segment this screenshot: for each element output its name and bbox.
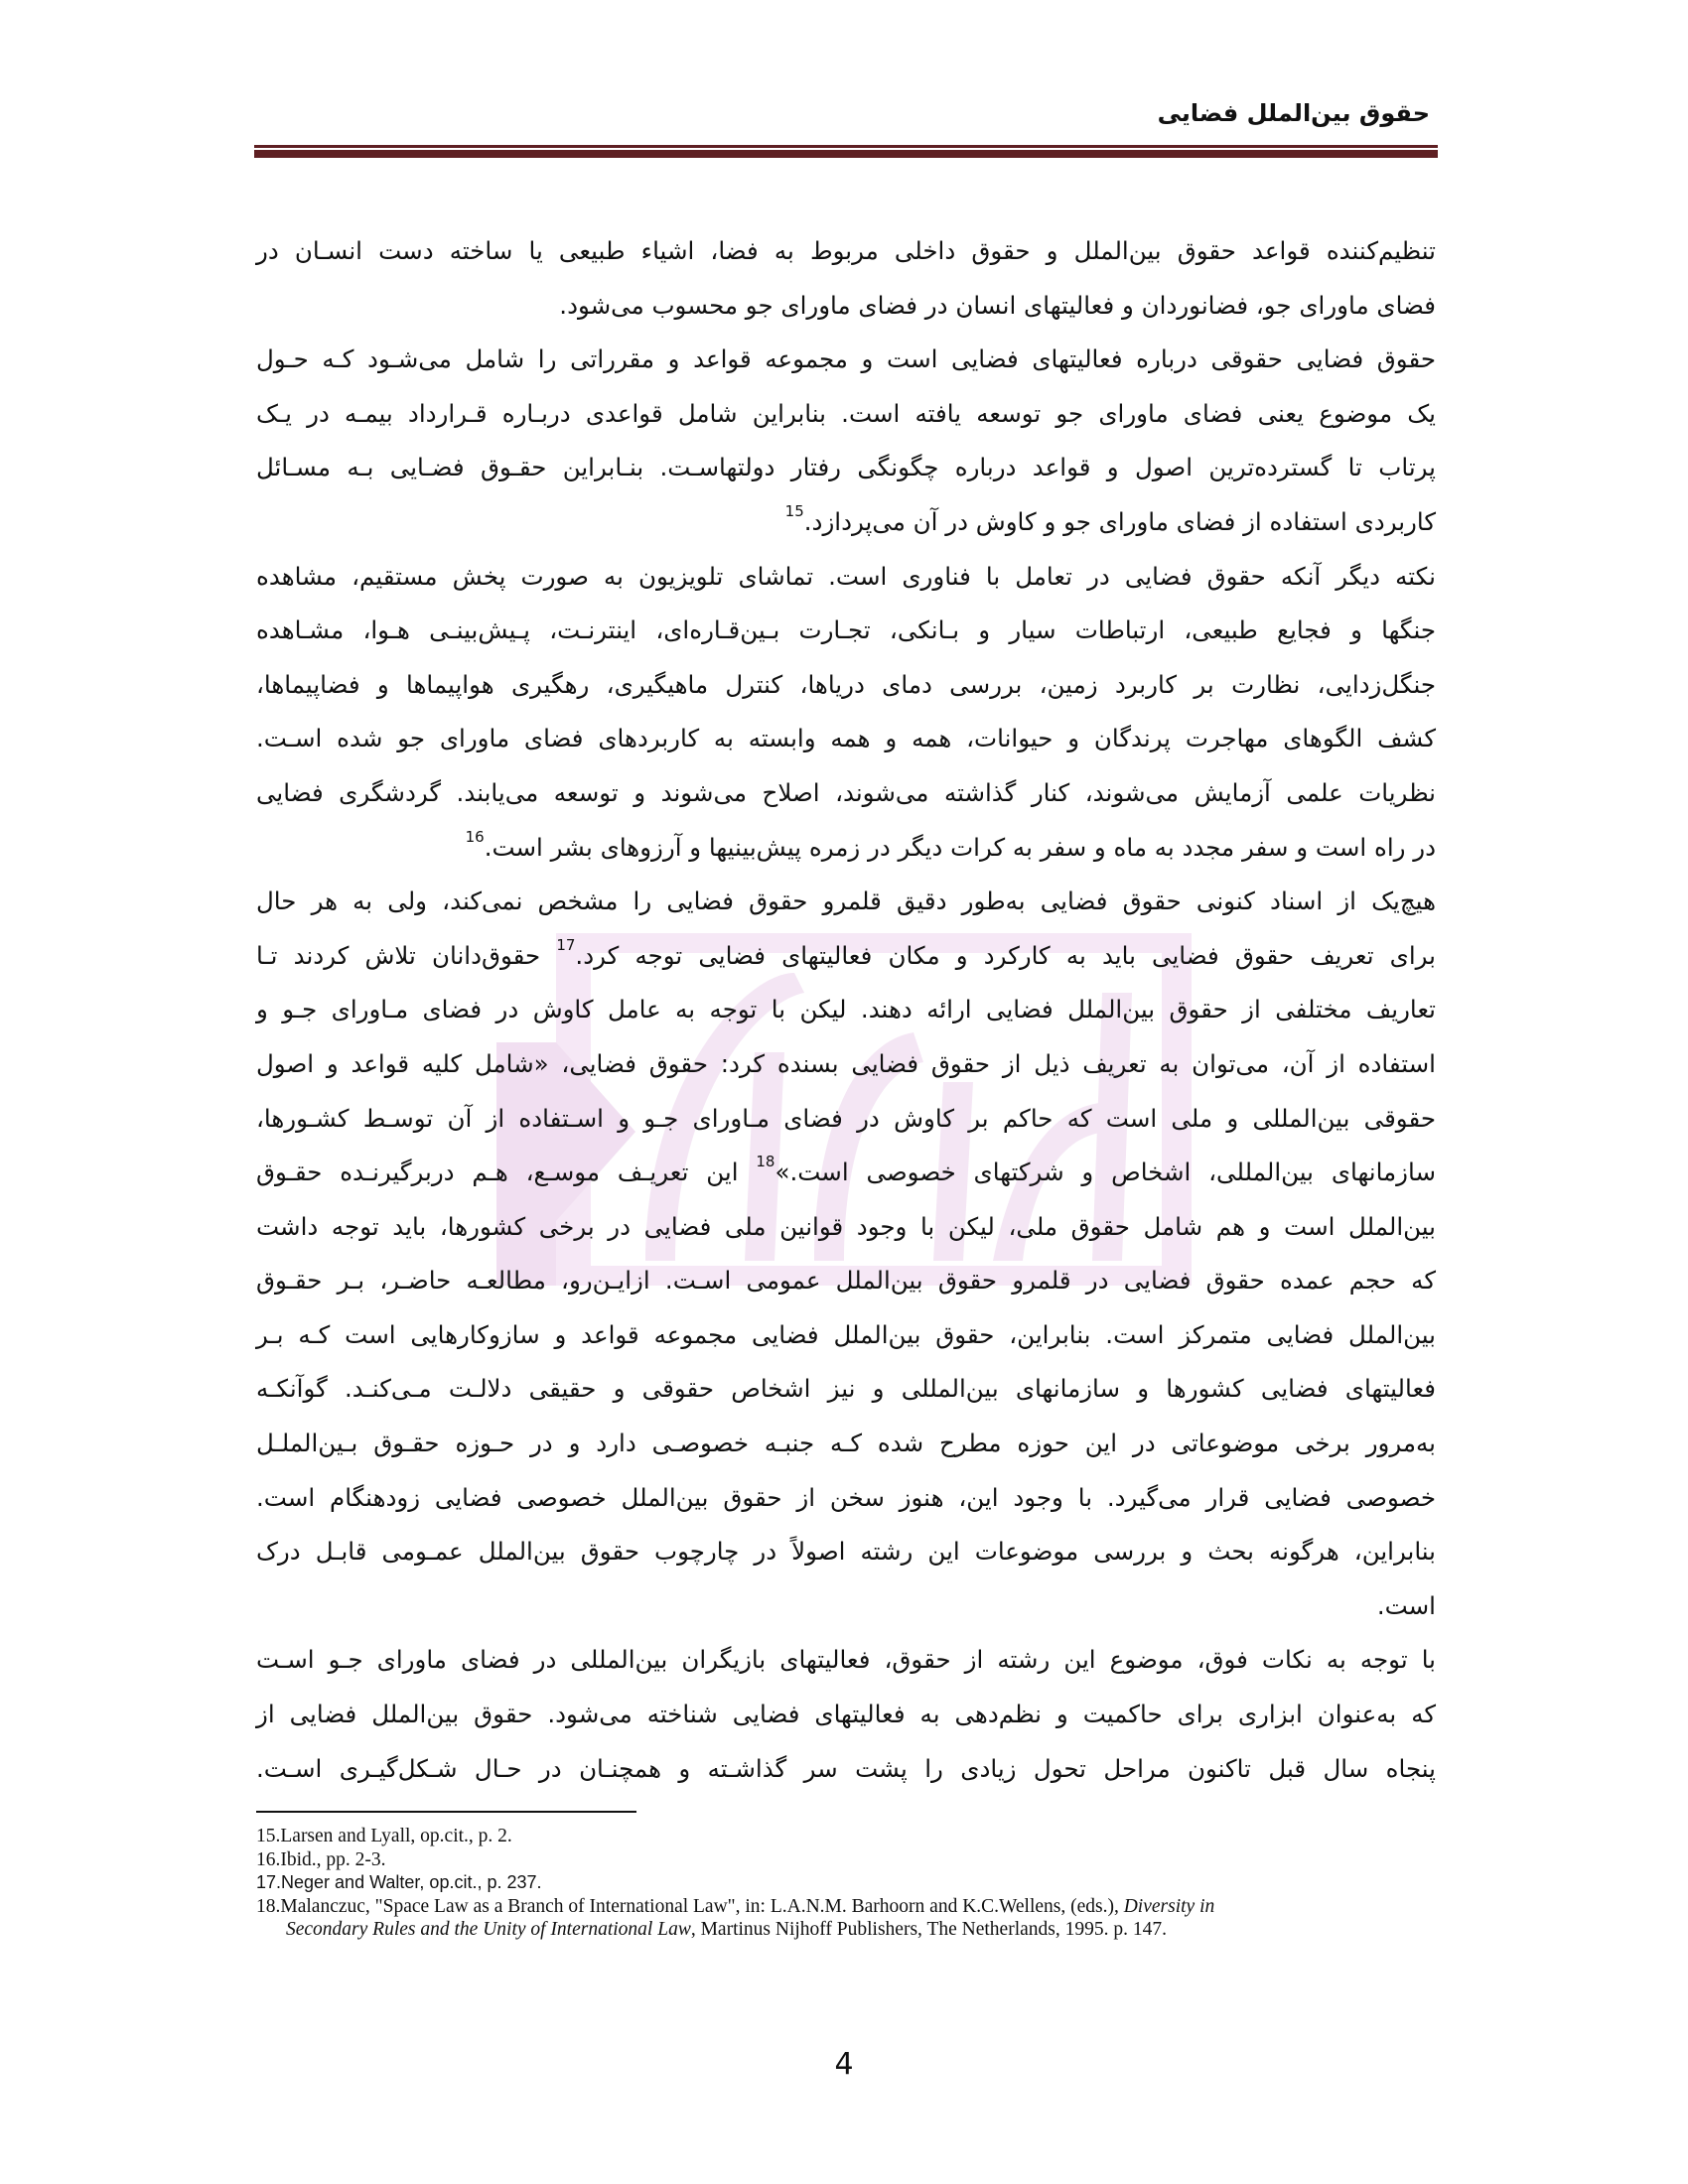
text-line: به‌مرور برخی موضوعاتی در این حوزه مطرح شده کـه جنبـه خصوصـی دارد و در حـوزه حقـوق بـین‌الملـل [256,1429,1436,1458]
text-line [256,495,1436,550]
text-line: جنگها و فجایع طبیعی، ارتباطات سیار و بـانکی، تجـارت بـین‌قـاره‌ای، اینترنـت، پـیش‌بینـی هـوا، مشـاهده [256,615,1436,645]
text-line: نظریات علمی آزمایش می‌شوند، کنار گذاشته می‌شوند، اصلاح می‌شوند و توسعه می‌یابند. گردشگری فضایی [256,777,1436,807]
text-line-tail: حقوق‌دانان تلاش کردند تـا [256,940,541,970]
footnote-ref-17[interactable]: 17 [556,935,576,954]
text-line-tail: این تعریـف موسـع، هـم دربرگیرنـده حقـوق [256,1158,739,1187]
text-line [256,821,1436,876]
text-line: پرتاب تا گسترده‌ترین اصول و قواعد درباره چگونگی رفتار دولتهاسـت. بنـابراین حقـوق فضـایی بـه مسـائل [256,453,1436,482]
footnote-18-prefix: 18.Malanczuc, "Space Law as a Branch of International Law", in: L.A.N.M. Barhoorn and K.C.Wellens, (eds.), [256,1895,1124,1917]
footnote-18-italic-1: Diversity in [1123,1895,1215,1917]
footnote-separator [256,1811,636,1813]
text-line: بنابراین، هرگونه بحث و بررسی موضوعات این رشته اصولاً در چارچوب حقوق بین‌الملل عمـومی قابـل درک [256,1537,1436,1567]
paragraph-1 [256,224,1436,333]
text-line: کشف الگوهای مهاجرت پرندگان و حیوانات، همه و همه وابسته به کاربردهای فضای ماورای جو شده اسـت. [256,724,1436,753]
paragraph-5 [256,1633,1436,1796]
text-line: خصوصی فضایی قرار می‌گیرد. با وجود این، هنوز سخن از حقوق بین‌الملل خصوصی فضایی زودهنگام است. [256,1482,1436,1512]
text-line: فعالیتهای فضایی کشورها و سازمانهای بین‌المللی و نیز اشخاص حقوقی و حقیقی دلالـت مـی‌کنـد. گوآنکـه [256,1374,1436,1404]
text-line: نکته دیگر آنکه حقوق فضایی در تعامل با فناوری است. تماشای تلویزیون به صورت پخش مستقیم، مشاهده [256,561,1436,591]
text-line: هیچ‌یک از اسناد کنونی حقوق فضایی به‌طور دقیق قلمرو حقوق فضایی را مشخص نمی‌کند، ولی به هر حال [256,887,1436,916]
text-line: یک موضوع یعنی فضای ماورای جو توسعه یافته است. بنابراین شامل قواعدی دربـاره قـرارداد بیمـه در یـک [256,398,1436,428]
text-line-content: برای تعریف حقوق فضایی باید به کارکرد و مکان فعالیتهای فضایی توجه کرد. [575,940,1436,970]
footnote-18-continued [256,1918,1438,1942]
footnote-18-italic-2: Secondary Rules and the Unity of International Law [286,1919,691,1940]
footnote-16: 16.Ibid., pp. 2-3. [256,1848,386,1870]
footnote-15: 15.Larsen and Lyall, op.cit., p. 2. [256,1826,512,1846]
text-line: تعاریف مختلفی از حقوق بین‌الملل فضایی ارائه دهند. لیکن با توجه به عامل کاوش در فضای مـاورای جـو و [256,995,1436,1024]
text-line: بین‌الملل فضایی متمرکز است. بنابراین، حقوق بین‌الملل فضایی مجموعه قواعد و سازوکارهایی است کـه بـر [256,1319,1436,1349]
paragraph-3 [256,550,1436,876]
text-line-content: سازمانهای بین‌المللی، اشخاص و شرکتهای خصوصی است.» [774,1158,1436,1187]
text-line-content: در راه است و سفر مجدد به ماه و سفر به کرات دیگر در زمره پیش‌بینیها و آرزوهای بشر است. [484,832,1436,862]
text-line: بین‌الملل است و هم شامل حقوق ملی، لیکن با وجود قوانین ملی فضایی در برخی کشورها، باید توجه داشت [256,1211,1436,1241]
body-text [256,224,1436,1796]
footnote-ref-15[interactable]: 15 [784,501,804,520]
header-rule-thin [254,145,1438,148]
footnote-ref-16[interactable]: 16 [465,827,485,846]
footnote-18 [256,1895,1438,1919]
text-line: حقوق فضایی حقوقی درباره فعالیتهای فضایی است و مجموعه قواعد و مقرراتی را شامل می‌شـود کـه حـول [256,344,1436,374]
text-line: حقوقی بین‌المللی و ملی است که حاکم بر کاوش در فضای مـاورای جـو و اسـتفاده از آن توسـط کشـورها، [256,1103,1436,1133]
text-line: است. [1376,1590,1436,1620]
text-line: استفاده از آن، می‌توان به تعریف ذیل از حقوق فضایی بسنده کرد: حقوق فضایی، «شامل کلیه قواعد و اصول [256,1048,1436,1078]
paragraph-2 [256,333,1436,549]
paragraph-4 [256,875,1436,1633]
running-header-title: حقوق بین‌الملل فضایی [1157,99,1430,127]
text-line: جنگل‌زدایی، نظارت بر کاربرد زمین، بررسی دمای دریاها، کنترل ماهیگیری، رهگیری هواپیماها و فضاپیماها، [256,669,1436,699]
text-line-content: کاربردی استفاده از فضای ماورای جو و کاوش در آن می‌پردازد. [803,506,1436,536]
footnotes [256,1825,1438,1942]
page-number: 4 [834,2047,854,2082]
text-line: که حجم عمده حقوق فضایی در قلمرو حقوق بین‌الملل عمومی اسـت. ازایـن‌رو، مطالعـه حاضـر، بـر حقـوق [256,1266,1436,1296]
text-line: که به‌عنوان ابزاری برای حاکمیت و نظم‌دهی به فعالیتهای فضایی شناخته می‌شود. حقوق بین‌الملل فضایی از [256,1700,1436,1729]
footnote-ref-18[interactable]: 18 [756,1153,775,1171]
header-rule-thick [254,150,1438,158]
text-line: با توجه به نکات فوق، موضوع این رشته از حقوق، فعالیتهای بازیگران بین‌المللی در فضای ماورای جـو اسـت [256,1645,1436,1675]
footnote-17: 17.Neger and Walter, op.cit., p. 237. [256,1872,542,1892]
footnote-18-suffix: , Martinus Nijhoff Publishers, The Netherlands, 1995. p. 147. [690,1919,1167,1940]
text-line: فضای ماورای جو، فضانوردان و فعالیتهای انسان در فضای ماورای جو محسوب می‌شود. [559,290,1436,320]
text-line [256,1146,1436,1200]
text-line: تنظیم‌کننده قواعد حقوق بین‌الملل و حقوق داخلی مربوط به فضا، اشیاء طبیعی یا ساخته دست انسـان در [256,236,1436,265]
text-line: پنجاه سال قبل تاکنون مراحل تحول زیادی را پشت سر گذاشـته و همچنـان در حـال شـکل‌گیـری اسـت. [256,1753,1436,1783]
text-line [256,929,1436,984]
